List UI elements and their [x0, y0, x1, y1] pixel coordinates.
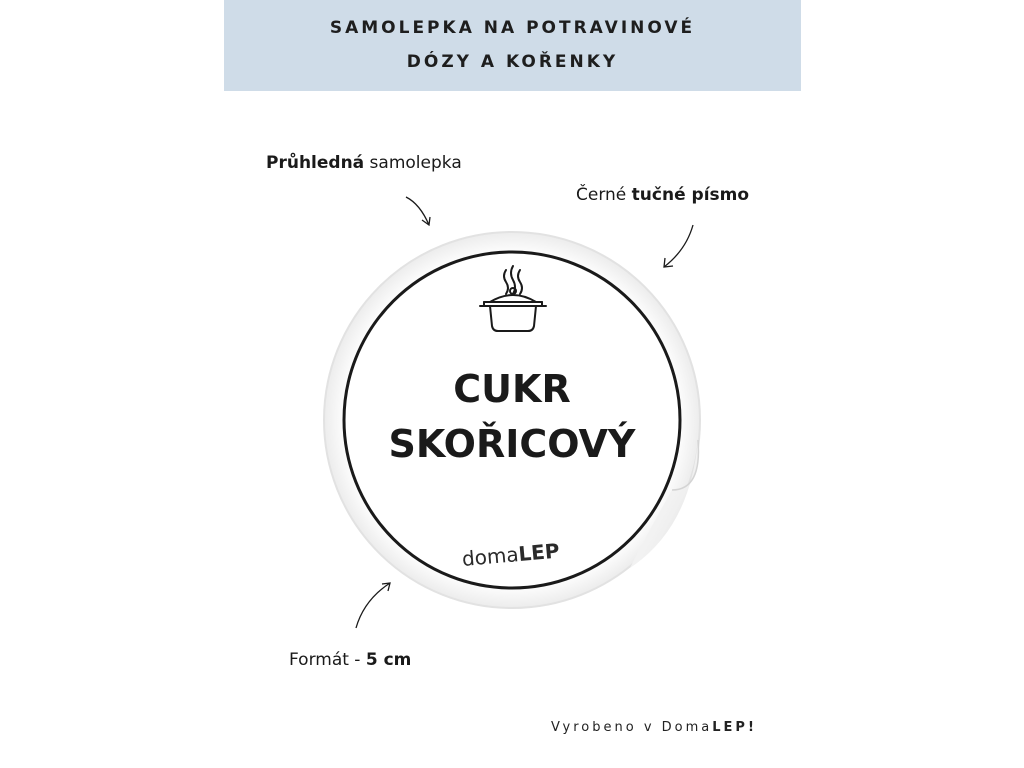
note-font-normal: Černé — [576, 185, 632, 205]
note-format-normal: Formát - — [289, 650, 366, 670]
note-font-bold: tučné písmo — [631, 185, 750, 205]
note-transparent — [266, 153, 462, 173]
note-format — [289, 650, 411, 670]
sticker-title-line-1: CUKR — [453, 367, 571, 411]
banner-line-1: SAMOLEPKA NA POTRAVINOVÉ — [329, 18, 696, 38]
note-format-bold: 5 cm — [365, 650, 412, 670]
arrow-icon-transparent — [400, 192, 440, 232]
banner-line-2: DÓZY A KOŘENKY — [406, 52, 619, 72]
sticker-title-line-2: SKOŘICOVÝ — [388, 422, 636, 466]
brand-bold: LEP — [517, 538, 561, 567]
header-banner — [224, 0, 801, 91]
brand-light: doma — [460, 542, 520, 571]
note-transparent-rest: samolepka — [364, 153, 462, 173]
footer-credit — [551, 720, 757, 735]
footer-text: Vyrobeno v Doma — [551, 720, 713, 735]
note-font — [576, 185, 749, 205]
note-transparent-bold: Průhledná — [266, 153, 365, 173]
footer-bold: LEP! — [712, 720, 757, 735]
